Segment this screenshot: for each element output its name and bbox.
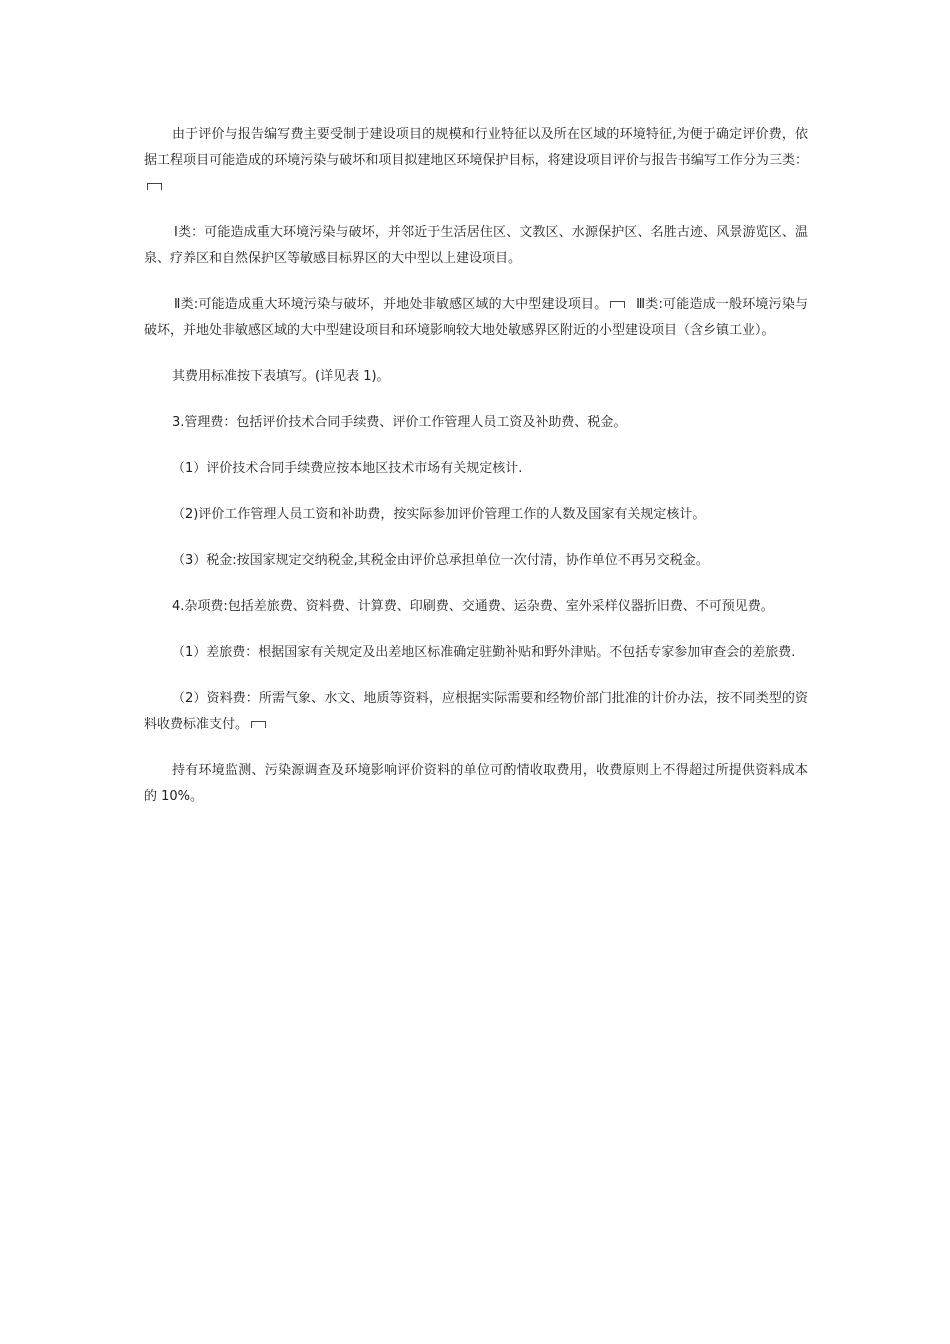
paragraph-misc-fee-text: 4.杂项费:包括差旅费、资料费、计算费、印刷费、交通费、运杂费、室外采样仪器折旧费、不可预见费。 [172, 599, 774, 614]
paragraph-misc-item-1 [144, 640, 808, 666]
paragraph-management-item-3 [144, 548, 808, 574]
paragraph-misc-fee [144, 594, 808, 620]
paragraph-class-1 [144, 220, 808, 272]
document-body [144, 122, 808, 830]
paragraph-management-item-3-text: （3）税金:按国家规定交纳税金,其税金由评价总承担单位一次付清，协作单位不再另交税金。 [172, 553, 709, 568]
paragraph-data-charge-text: 持有环境监测、污染源调查及环境影响评价资料的单位可酌情收取费用，收费原则上不得超过所提供资料成本的 10%。 [144, 763, 808, 804]
paragraph-fee-standard-text: 其费用标准按下表填写。(详见表 1)。 [172, 369, 390, 384]
paragraph-class-2-text: Ⅱ类:可能造成重大环境污染与破坏，并地处非敏感区域的大中型建设项目。 [174, 297, 608, 312]
paragraph-mark-icon [251, 721, 266, 728]
paragraph-management-item-2-text: （2)评价工作管理人员工资和补助费，按实际参加评价管理工作的人数及国家有关规定核计。 [172, 507, 706, 522]
paragraph-management-item-2 [144, 502, 808, 528]
paragraph-fee-standard [144, 364, 808, 390]
paragraph-management-item-1 [144, 456, 808, 482]
paragraph-class-3-text: Ⅲ类:可能造成一般环境污染与破坏，并地处非敏感区域的大中型建设项目和环境影响较大地处敏感界区附近的小型建设项目（含乡镇工业）。 [144, 297, 809, 338]
paragraph-misc-item-2-text: （2）资料费：所需气象、水文、地质等资料，应根据实际需要和经物价部门批准的计价办法，按不同类型的资料收费标准支付。 [144, 691, 808, 732]
paragraph-class-2-3 [144, 292, 808, 344]
paragraph-mark-icon [610, 301, 625, 308]
paragraph-management-fee-text: 3.管理费：包括评价技术合同手续费、评价工作管理人员工资及补助费、税金。 [172, 415, 627, 430]
paragraph-management-fee [144, 410, 808, 436]
paragraph-intro-text: 由于评价与报告编写费主要受制于建设项目的规模和行业特征以及所在区域的环境特征,为便于确定评价费，依据工程项目可能造成的环境污染与破坏和项目拟建地区环境保护目标，将建设项目评价与报告书编写工作分为三类： [144, 127, 808, 168]
paragraph-management-item-1-text: （1）评价技术合同手续费应按本地区技术市场有关规定核计. [172, 461, 523, 476]
paragraph-misc-item-2 [144, 686, 808, 738]
paragraph-mark-icon [147, 183, 162, 190]
paragraph-misc-item-1-text: （1）差旅费：根据国家有关规定及出差地区标准确定驻勤补贴和野外津贴。不包括专家参加审查会的差旅费. [172, 645, 796, 660]
paragraph-intro [144, 122, 808, 200]
paragraph-class-1-text: Ⅰ类：可能造成重大环境污染与破坏，并邻近于生活居住区、文教区、水源保护区、名胜古迹、风景游览区、温泉、疗养区和自然保护区等敏感目标界区的大中型以上建设项目。 [144, 225, 808, 266]
paragraph-data-charge [144, 758, 808, 810]
